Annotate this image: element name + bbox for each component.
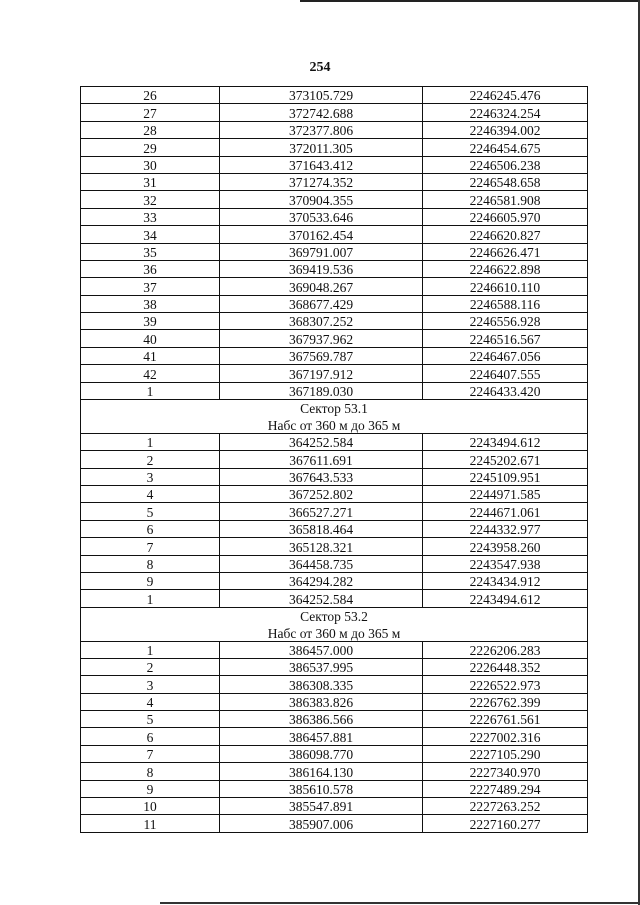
y-coordinate-cell: 2244332.977 [423, 520, 588, 537]
table-row [81, 87, 588, 104]
x-coordinate-cell: 386308.335 [220, 676, 423, 693]
table-row [81, 745, 588, 762]
x-coordinate-cell: 367252.802 [220, 485, 423, 502]
table-row [81, 173, 588, 190]
point-number-cell: 34 [81, 226, 220, 243]
table-row [81, 156, 588, 173]
point-number-cell: 7 [81, 745, 220, 762]
y-coordinate-cell: 2246622.898 [423, 260, 588, 277]
y-coordinate-cell: 2246620.827 [423, 226, 588, 243]
point-number-cell: 29 [81, 139, 220, 156]
y-coordinate-cell: 2227105.290 [423, 745, 588, 762]
x-coordinate-cell: 386457.000 [220, 641, 423, 658]
y-coordinate-cell: 2246605.970 [423, 208, 588, 225]
scan-edge-top [300, 0, 640, 2]
y-coordinate-cell: 2246581.908 [423, 191, 588, 208]
x-coordinate-cell: 365128.321 [220, 538, 423, 555]
table-row [81, 243, 588, 260]
y-coordinate-cell: 2226448.352 [423, 658, 588, 675]
x-coordinate-cell: 386457.881 [220, 728, 423, 745]
table-row [81, 347, 588, 364]
point-number-cell: 1 [81, 641, 220, 658]
point-number-cell: 2 [81, 658, 220, 675]
y-coordinate-cell: 2246548.658 [423, 173, 588, 190]
x-coordinate-cell: 369791.007 [220, 243, 423, 260]
table-row [81, 763, 588, 780]
y-coordinate-cell: 2227263.252 [423, 798, 588, 815]
y-coordinate-cell: 2246245.476 [423, 87, 588, 104]
x-coordinate-cell: 367189.030 [220, 382, 423, 399]
table-row [81, 711, 588, 728]
sector-title: Сектор 53.1 [81, 400, 588, 417]
x-coordinate-cell: 364252.584 [220, 433, 423, 450]
x-coordinate-cell: 385547.891 [220, 798, 423, 815]
point-number-cell: 37 [81, 278, 220, 295]
point-number-cell: 32 [81, 191, 220, 208]
point-number-cell: 3 [81, 676, 220, 693]
y-coordinate-cell: 2246394.002 [423, 121, 588, 138]
sector-elevation-range: Набс от 360 м до 365 м [81, 624, 588, 641]
x-coordinate-cell: 385907.006 [220, 815, 423, 832]
page-number: 254 [309, 60, 331, 75]
point-number-cell: 3 [81, 468, 220, 485]
table-row [81, 572, 588, 589]
sector-title: Сектор 53.2 [81, 607, 588, 624]
x-coordinate-cell: 370904.355 [220, 191, 423, 208]
x-coordinate-cell: 386537.995 [220, 658, 423, 675]
table-row [81, 815, 588, 832]
x-coordinate-cell: 372742.688 [220, 104, 423, 121]
point-number-cell: 42 [81, 365, 220, 382]
table-row [81, 433, 588, 450]
x-coordinate-cell: 364252.584 [220, 590, 423, 607]
table-row [81, 503, 588, 520]
y-coordinate-cell: 2226522.973 [423, 676, 588, 693]
table-row [81, 538, 588, 555]
table-row [81, 104, 588, 121]
y-coordinate-cell: 2243547.938 [423, 555, 588, 572]
point-number-cell: 1 [81, 590, 220, 607]
sector-elevation-range: Набс от 360 м до 365 м [81, 416, 588, 433]
y-coordinate-cell: 2246556.928 [423, 313, 588, 330]
y-coordinate-cell: 2226761.561 [423, 711, 588, 728]
table-row [81, 295, 588, 312]
x-coordinate-cell: 372011.305 [220, 139, 423, 156]
point-number-cell: 1 [81, 433, 220, 450]
sector-elevation-row [81, 416, 588, 433]
x-coordinate-cell: 367569.787 [220, 347, 423, 364]
table-row [81, 330, 588, 347]
y-coordinate-cell: 2245109.951 [423, 468, 588, 485]
point-number-cell: 8 [81, 555, 220, 572]
table-row [81, 468, 588, 485]
y-coordinate-cell: 2244671.061 [423, 503, 588, 520]
y-coordinate-cell: 2246610.110 [423, 278, 588, 295]
point-number-cell: 9 [81, 780, 220, 797]
y-coordinate-cell: 2246626.471 [423, 243, 588, 260]
x-coordinate-cell: 368677.429 [220, 295, 423, 312]
y-coordinate-cell: 2246433.420 [423, 382, 588, 399]
table-row [81, 676, 588, 693]
point-number-cell: 8 [81, 763, 220, 780]
x-coordinate-cell: 372377.806 [220, 121, 423, 138]
table-row [81, 382, 588, 399]
y-coordinate-cell: 2246407.555 [423, 365, 588, 382]
table-row [81, 555, 588, 572]
point-number-cell: 40 [81, 330, 220, 347]
table-row [81, 780, 588, 797]
table-row [81, 485, 588, 502]
table-row [81, 139, 588, 156]
point-number-cell: 31 [81, 173, 220, 190]
point-number-cell: 39 [81, 313, 220, 330]
x-coordinate-cell: 367611.691 [220, 451, 423, 468]
table-row [81, 208, 588, 225]
table-row [81, 365, 588, 382]
y-coordinate-cell: 2243494.612 [423, 590, 588, 607]
table-row [81, 278, 588, 295]
table-row [81, 121, 588, 138]
x-coordinate-cell: 367643.533 [220, 468, 423, 485]
point-number-cell: 41 [81, 347, 220, 364]
table-row [81, 226, 588, 243]
table-row [81, 451, 588, 468]
table-row [81, 590, 588, 607]
x-coordinate-cell: 373105.729 [220, 87, 423, 104]
y-coordinate-cell: 2246516.567 [423, 330, 588, 347]
table-row [81, 798, 588, 815]
point-number-cell: 27 [81, 104, 220, 121]
point-number-cell: 6 [81, 520, 220, 537]
y-coordinate-cell: 2243958.260 [423, 538, 588, 555]
point-number-cell: 28 [81, 121, 220, 138]
x-coordinate-cell: 369048.267 [220, 278, 423, 295]
point-number-cell: 5 [81, 711, 220, 728]
y-coordinate-cell: 2246588.116 [423, 295, 588, 312]
x-coordinate-cell: 371643.412 [220, 156, 423, 173]
y-coordinate-cell: 2246324.254 [423, 104, 588, 121]
point-number-cell: 5 [81, 503, 220, 520]
y-coordinate-cell: 2227160.277 [423, 815, 588, 832]
x-coordinate-cell: 364458.735 [220, 555, 423, 572]
x-coordinate-cell: 364294.282 [220, 572, 423, 589]
y-coordinate-cell: 2246467.056 [423, 347, 588, 364]
y-coordinate-cell: 2244971.585 [423, 485, 588, 502]
table-row [81, 728, 588, 745]
y-coordinate-cell: 2226206.283 [423, 641, 588, 658]
point-number-cell: 33 [81, 208, 220, 225]
point-number-cell: 7 [81, 538, 220, 555]
point-number-cell: 1 [81, 382, 220, 399]
point-number-cell: 30 [81, 156, 220, 173]
x-coordinate-cell: 370162.454 [220, 226, 423, 243]
x-coordinate-cell: 385610.578 [220, 780, 423, 797]
table-row [81, 313, 588, 330]
table-row [81, 658, 588, 675]
point-number-cell: 4 [81, 485, 220, 502]
x-coordinate-cell: 386386.566 [220, 711, 423, 728]
scan-edge-bottom [160, 902, 640, 904]
coordinates-table [80, 86, 588, 833]
sector-elevation-row [81, 624, 588, 641]
y-coordinate-cell: 2243434.912 [423, 572, 588, 589]
sector-title-row [81, 607, 588, 624]
point-number-cell: 38 [81, 295, 220, 312]
y-coordinate-cell: 2227002.316 [423, 728, 588, 745]
y-coordinate-cell: 2226762.399 [423, 693, 588, 710]
x-coordinate-cell: 366527.271 [220, 503, 423, 520]
table-row [81, 260, 588, 277]
x-coordinate-cell: 368307.252 [220, 313, 423, 330]
x-coordinate-cell: 386383.826 [220, 693, 423, 710]
point-number-cell: 4 [81, 693, 220, 710]
x-coordinate-cell: 370533.646 [220, 208, 423, 225]
table-row [81, 520, 588, 537]
y-coordinate-cell: 2227340.970 [423, 763, 588, 780]
point-number-cell: 35 [81, 243, 220, 260]
x-coordinate-cell: 371274.352 [220, 173, 423, 190]
y-coordinate-cell: 2246506.238 [423, 156, 588, 173]
point-number-cell: 2 [81, 451, 220, 468]
x-coordinate-cell: 367197.912 [220, 365, 423, 382]
table-row [81, 693, 588, 710]
y-coordinate-cell: 2243494.612 [423, 433, 588, 450]
point-number-cell: 10 [81, 798, 220, 815]
sector-title-row [81, 400, 588, 417]
table-row [81, 191, 588, 208]
x-coordinate-cell: 367937.962 [220, 330, 423, 347]
point-number-cell: 11 [81, 815, 220, 832]
point-number-cell: 6 [81, 728, 220, 745]
point-number-cell: 36 [81, 260, 220, 277]
point-number-cell: 9 [81, 572, 220, 589]
x-coordinate-cell: 369419.536 [220, 260, 423, 277]
x-coordinate-cell: 365818.464 [220, 520, 423, 537]
y-coordinate-cell: 2227489.294 [423, 780, 588, 797]
x-coordinate-cell: 386164.130 [220, 763, 423, 780]
point-number-cell: 26 [81, 87, 220, 104]
x-coordinate-cell: 386098.770 [220, 745, 423, 762]
y-coordinate-cell: 2245202.671 [423, 451, 588, 468]
table-row [81, 641, 588, 658]
y-coordinate-cell: 2246454.675 [423, 139, 588, 156]
